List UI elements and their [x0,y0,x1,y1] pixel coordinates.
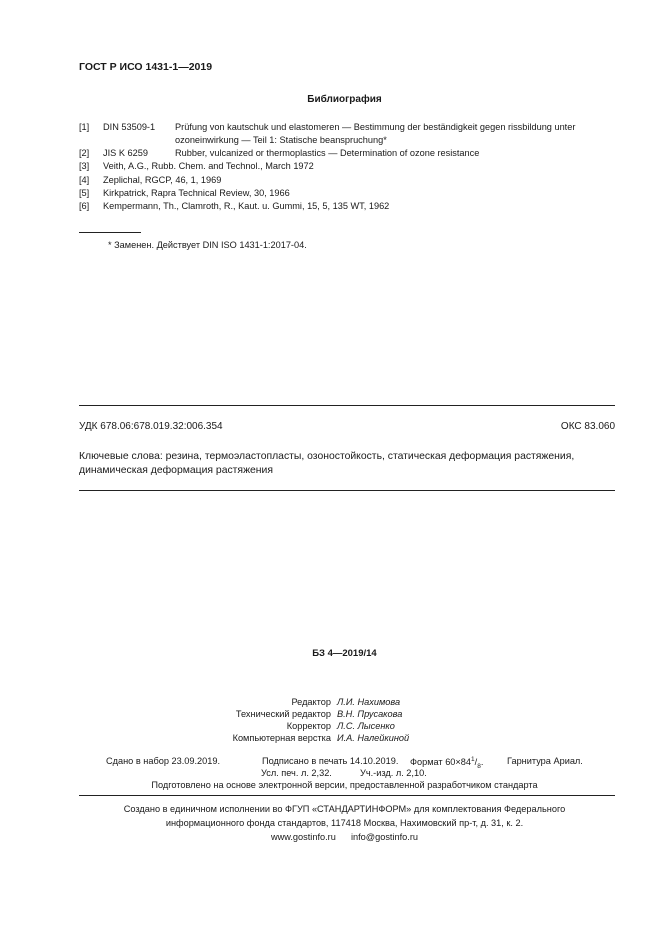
signed-date: Подписано в печать 14.10.2019. [262,756,399,766]
bibliography-item [0,200,661,213]
email-link[interactable]: info@gostinfo.ru [350,832,419,842]
bib-code: DIN 53509-1 [103,122,156,132]
bib-number: [1] [79,122,90,132]
staff-name: Л.С. Лысенко [337,721,395,731]
bibliography-title: Библиография [307,94,382,105]
divider [79,490,615,491]
bz-code: БЗ 4—2019/14 [312,648,377,659]
bib-code: JIS K 6259 [103,148,148,158]
bib-number: [2] [79,148,90,158]
staff-name: И.А. Налейкиной [337,733,410,743]
bib-reference: Zeplichal, RGCP, 46, 1, 1969 [103,175,222,185]
production-line: информационного фонда стандартов, 117418 Москва, Нахимовский пр-т, д. 31, к. 2. [165,818,524,828]
keywords: Ключевые слова: резина, термоэластопласты, озоностойкость, статическая деформация растяжения, динамическая деформация растяжения [79,451,575,476]
bibliography-item [0,121,661,149]
standard-header: ГОСТ Р ИСО 1431-1—2019 [79,61,213,73]
divider [79,795,615,796]
staff-role: Технический редактор [235,709,331,719]
oks-code: ОКС 83.060 [560,421,615,432]
staff-role: Редактор [291,697,331,707]
bibliography-item [0,174,661,187]
publication-sheets: Уч.-изд. л. 2,10. [360,768,427,778]
bibliography-item [0,160,661,173]
bib-text: Rubber, vulcanized or thermoplastics — Determination of ozone resistance [175,148,480,158]
submitted-date: Сдано в набор 23.09.2019. [106,756,221,766]
production-line: Создано в единичном исполнении во ФГУП «СТАНДАРТИНФОРМ» для комплектования Федерального [123,804,566,814]
prepared-note: Подготовлено на основе электронной версии, предоставленной разработчиком стандарта [151,780,538,790]
bib-reference: Veith, A.G., Rubb. Chem. and Technol., March 1972 [103,161,314,171]
staff-name: Л.И. Нахимова [337,697,401,707]
bibliography-item [0,147,661,160]
udk-code: УДК 678.06:678.019.32:006.354 [79,421,223,432]
production-info [0,802,661,844]
paper-format: Формат $60\times 84^1/_8$. [410,756,484,770]
bib-reference: Kempermann, Th., Clamroth, R., Kaut. u. Gummi, 15, 5, 135 WT, 1962 [103,201,390,211]
bibliography-item [0,187,661,200]
staff-role: Корректор [286,721,331,731]
bib-number: [4] [79,175,90,185]
typeface: Гарнитура Ариал. [507,756,583,766]
bib-number: [3] [79,161,90,171]
print-sheets: Усл. печ. л. 2,32. [261,768,332,778]
footnote-separator [79,232,141,233]
footnote: * Заменен. Действует DIN ISO 1431-1:2017-04. [108,240,307,250]
bib-text: Prüfung von kautschuk und elastomeren — Bestimmung der beständigkeit gegen rissbildung unter ozoneinwirkung — Teil 1: Statische beanspruchung* [175,122,576,145]
bib-number: [5] [79,188,90,198]
staff-name: В.Н. Прусакова [337,709,403,719]
bib-number: [6] [79,201,90,211]
website-link[interactable]: www.gostinfo.ru [270,832,336,842]
contacts [28,830,661,844]
bib-reference: Kirkpatrick, Rapra Technical Review, 30, 1966 [103,188,290,198]
staff-role: Компьютерная верстка [232,733,331,743]
divider [79,405,615,406]
